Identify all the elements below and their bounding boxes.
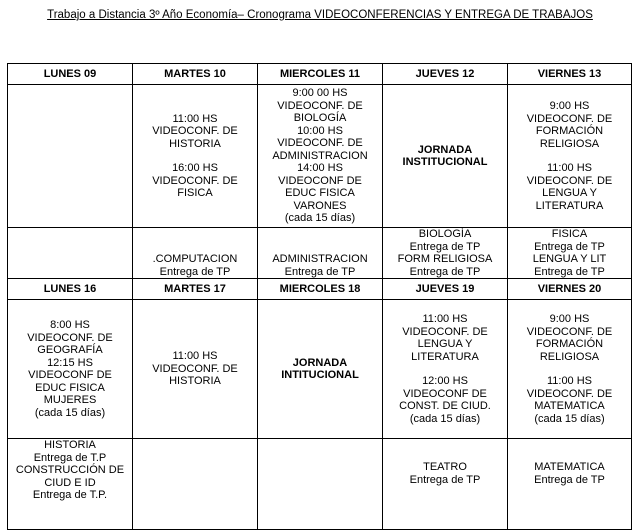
videoconf-line: VIDEOCONF. DE — [526, 112, 613, 125]
day-header: MIERCOLES 18 — [258, 279, 383, 300]
entrega-cell — [8, 439, 133, 530]
entrega-line: CONSTRUCCIÓN DE — [15, 464, 125, 476]
entrega-line: Entrega de T.P — [33, 451, 107, 464]
videoconf-cell — [8, 300, 133, 439]
videoconf-line: GEOGRAFÍA — [37, 344, 103, 356]
videoconf-line: VIDEOCONF. DE — [152, 125, 238, 137]
entrega-line: CIUD E ID — [44, 476, 96, 489]
entrega-cell — [383, 439, 508, 530]
videoconf-line: 14:00 HS — [297, 162, 343, 175]
videoconf-line: VIDEOCONF DE — [403, 387, 487, 400]
videoconf-line: 9:00 HS — [549, 313, 590, 325]
videoconf-line: VIDEOCONF. DE — [27, 331, 113, 344]
videoconf-line: CONST. DE CIUD. — [399, 400, 491, 412]
videoconf-cell — [383, 85, 508, 228]
videoconf-line: FORMACIÓN — [535, 338, 604, 350]
videoconf-line: VIDEOCONF DE — [278, 174, 362, 187]
entrega-line: HISTORIA — [44, 439, 96, 451]
videoconf-line: VARONES — [293, 199, 347, 212]
week2-header-row — [8, 279, 632, 300]
day-header: JUEVES 12 — [383, 64, 508, 85]
entrega-line: Entrega de TP — [534, 265, 605, 278]
entrega-line: ADMINISTRACION — [272, 253, 368, 265]
videoconf-line: VIDEOCONF. DE — [277, 99, 363, 112]
week1-videoconf-row — [8, 85, 632, 228]
videoconf-line: BIOLOGÍA — [293, 112, 347, 125]
day-header: LUNES 09 — [8, 64, 133, 85]
week1-entregas-row — [8, 228, 632, 279]
videoconf-line: RELIGIOSA — [539, 137, 600, 150]
entrega-cell — [133, 439, 258, 530]
videoconf-line: JORNADA — [292, 356, 348, 369]
entrega-line: Entrega de TP — [534, 473, 605, 486]
entrega-line: Entrega de T.P. — [32, 489, 108, 501]
day-header: MARTES 10 — [133, 64, 258, 85]
day-header: LUNES 16 — [8, 279, 133, 300]
entrega-line: Entrega de TP — [409, 265, 481, 278]
videoconf-line: 11:00 HS — [546, 375, 593, 387]
videoconf-line: VIDEOCONF. DE — [277, 137, 363, 150]
videoconf-line: 12:15 HS — [47, 356, 93, 369]
entrega-line: LENGUA Y LIT — [532, 253, 607, 265]
videoconf-line: 9:00 00 HS — [292, 87, 348, 100]
entrega-line: FISICA — [551, 228, 588, 240]
videoconf-line: 11:00 HS — [172, 112, 218, 125]
videoconf-line: FISICA — [177, 187, 213, 199]
videoconf-line: FORMACIÓN — [535, 125, 604, 137]
day-header: MARTES 17 — [133, 279, 258, 300]
videoconf-line: JORNADA — [417, 143, 473, 156]
entrega-cell — [258, 228, 383, 279]
videoconf-cell — [508, 300, 632, 439]
videoconf-cell — [133, 85, 258, 228]
videoconf-cell — [258, 300, 383, 439]
videoconf-line: RELIGIOSA — [539, 350, 600, 363]
entrega-cell — [508, 439, 632, 530]
videoconf-line: 11:00 HS — [546, 162, 593, 174]
videoconf-cell — [133, 300, 258, 439]
entrega-line: TEATRO — [423, 461, 467, 473]
week1-header-row — [8, 64, 632, 85]
videoconf-cell — [8, 85, 133, 228]
entrega-line: Entrega de TP — [409, 473, 481, 486]
videoconf-line: LITERATURA — [411, 350, 479, 363]
entrega-line: Entrega de TP — [284, 265, 356, 278]
entrega-line: FORM RELIGIOSA — [397, 253, 493, 265]
videoconf-line: VIDEOCONF. DE — [526, 387, 613, 400]
videoconf-line: HISTORIA — [169, 375, 221, 388]
videoconf-line: LENGUA Y — [542, 187, 597, 199]
videoconf-line: MATEMATICA — [534, 400, 605, 412]
videoconf-line: ADMINISTRACION — [272, 149, 368, 162]
videoconf-line: VIDEOCONF. DE — [152, 362, 238, 375]
videoconf-line: 8:00 HS — [50, 319, 90, 331]
day-header: JUEVES 19 — [383, 279, 508, 300]
entrega-line: BIOLOGÍA — [418, 228, 472, 240]
videoconf-line: MUJERES — [43, 394, 97, 406]
entrega-line: Entrega de TP — [159, 265, 231, 278]
videoconf-line: INTITUCIONAL — [281, 369, 359, 381]
videoconf-line: VIDEOCONF. DE — [152, 174, 238, 187]
videoconf-line: 12:00 HS — [422, 375, 468, 387]
videoconf-cell — [258, 85, 383, 228]
videoconf-line: VIDEOCONF. DE — [402, 325, 488, 338]
videoconf-line: VIDEOCONF. DE — [526, 325, 613, 338]
videoconf-line: 10:00 HS — [297, 124, 343, 137]
videoconf-line: LENGUA Y — [417, 338, 473, 350]
videoconf-line: 9:00 HS — [549, 100, 590, 112]
videoconf-line: HISTORIA — [169, 137, 221, 150]
entrega-cell — [8, 228, 133, 279]
entrega-line: Entrega de TP — [409, 240, 481, 253]
videoconf-line: INSTITUCIONAL — [402, 156, 488, 168]
videoconf-line: (cada 15 días) — [409, 412, 481, 425]
entrega-line: .COMPUTACION — [152, 253, 238, 265]
videoconf-cell — [508, 85, 632, 228]
videoconf-line: 16:00 HS — [172, 162, 218, 174]
videoconf-line: EDUC FISICA — [285, 187, 355, 200]
entrega-cell — [258, 439, 383, 530]
schedule-table — [7, 63, 632, 530]
entrega-cell — [383, 228, 508, 279]
entrega-line: Entrega de TP — [534, 240, 605, 253]
entrega-cell — [508, 228, 632, 279]
videoconf-cell — [383, 300, 508, 439]
videoconf-line: (cada 15 días) — [534, 412, 605, 425]
videoconf-line: LITERATURA — [535, 199, 604, 212]
day-header: MIERCOLES 11 — [258, 64, 383, 85]
videoconf-line: VIDEOCONF DE — [28, 369, 112, 381]
page-title: Trabajo a Distancia 3º Año Economía– Cronograma VIDEOCONFERENCIAS Y ENTREGA DE TRABAJOS — [47, 9, 593, 21]
day-header: VIERNES 13 — [508, 64, 632, 85]
videoconf-line: 11:00 HS — [172, 350, 218, 363]
videoconf-line: VIDEOCONF. DE — [526, 174, 613, 187]
videoconf-line: (cada 15 días) — [284, 212, 356, 225]
entrega-line: MATEMATICA — [534, 461, 605, 473]
week2-videoconf-row — [8, 300, 632, 439]
entrega-cell — [133, 228, 258, 279]
videoconf-line: 11:00 HS — [422, 313, 468, 325]
day-header: VIERNES 20 — [508, 279, 632, 300]
videoconf-line: EDUC FISICA — [35, 381, 105, 394]
week2-entregas-row — [8, 439, 632, 530]
videoconf-line: (cada 15 días) — [34, 406, 106, 419]
